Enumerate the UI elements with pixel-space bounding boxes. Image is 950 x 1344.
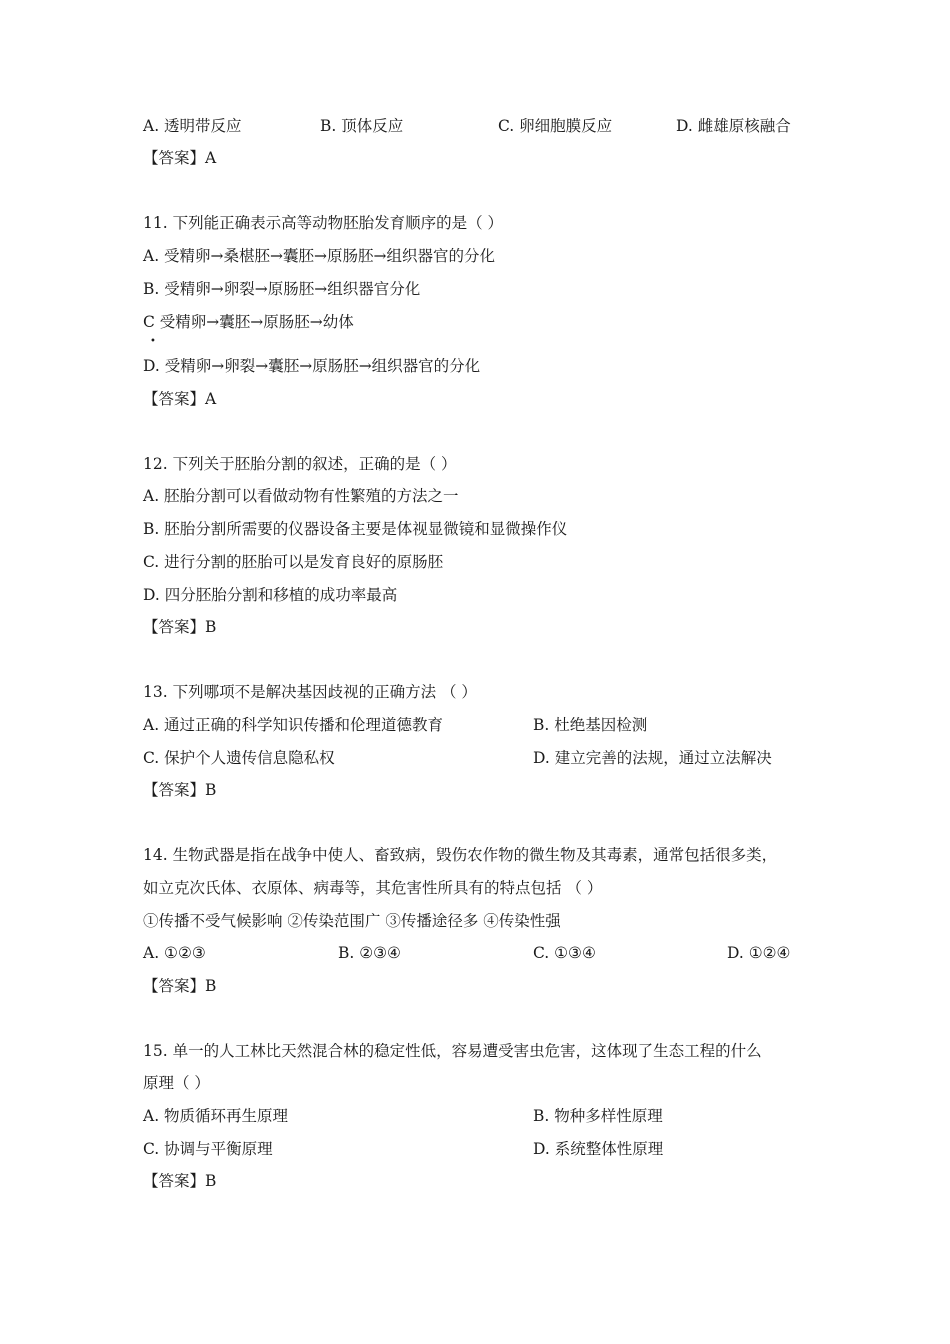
q10-option-a: A. 透明带反应	[143, 117, 242, 135]
q14-items: ①传播不受气候影响 ②传染范围广 ③传播途径多 ④传染性强	[143, 912, 561, 930]
q10-answer: 【答案】A	[143, 149, 217, 167]
q10-option-b: B. 顶体反应	[320, 117, 404, 135]
q14-option-a: A. ①②③	[143, 944, 206, 962]
q13-option-c: C. 保护个人遗传信息隐私权	[143, 749, 335, 767]
q12-option-d: D. 四分胚胎分割和移植的成功率最高	[143, 586, 398, 604]
q13-stem: 13. 下列哪项不是解决基因歧视的正确方法 （ ）	[143, 683, 477, 701]
q15-option-a: A. 物质循环再生原理	[143, 1107, 289, 1125]
q12-option-c: C. 进行分割的胚胎可以是发育良好的原肠胚	[143, 553, 444, 571]
q14-stem-line-2: 如立克次氏体、衣原体、病毒等，其危害性所具有的特点包括 （ ）	[143, 879, 603, 897]
q14-option-c: C. ①③④	[533, 944, 596, 962]
q11-option-b: B. 受精卵→卵裂→原肠胚→组织器官分化	[143, 280, 421, 298]
q13-option-a: A. 通过正确的科学知识传播和伦理道德教育	[143, 716, 444, 734]
q12-answer: 【答案】B	[143, 618, 217, 636]
stray-dot: •	[150, 336, 156, 347]
q14-option-b: B. ②③④	[338, 944, 401, 962]
q11-option-c: C 受精卵→囊胚→原肠胚→幼体	[143, 313, 354, 331]
q13-answer: 【答案】B	[143, 781, 217, 799]
q15-option-b: B. 物种多样性原理	[533, 1107, 663, 1125]
q10-option-d: D. 雌雄原核融合	[676, 117, 791, 135]
q12-stem: 12. 下列关于胚胎分割的叙述，正确的是（ ）	[143, 455, 457, 473]
q10-option-c: C. 卵细胞膜反应	[498, 117, 613, 135]
q14-stem-line-1: 14. 生物武器是指在战争中使人、畜致病，毁伤农作物的微生物及其毒素，通常包括很多类，	[143, 846, 778, 864]
q15-stem-line-2: 原理（ ）	[143, 1074, 210, 1092]
q15-option-d: D. 系统整体性原理	[533, 1140, 664, 1158]
q13-option-d: D. 建立完善的法规，通过立法解决	[533, 749, 772, 767]
q11-answer: 【答案】A	[143, 390, 217, 408]
q14-option-d: D. ①②④	[727, 944, 791, 962]
q14-answer: 【答案】B	[143, 977, 217, 995]
q15-answer: 【答案】B	[143, 1172, 217, 1190]
q11-option-d: D. 受精卵→卵裂→囊胚→原肠胚→组织器官的分化	[143, 357, 481, 375]
q11-stem: 11. 下列能正确表示高等动物胚胎发育顺序的是（ ）	[143, 214, 504, 232]
q15-option-c: C. 协调与平衡原理	[143, 1140, 273, 1158]
q12-option-a: A. 胚胎分割可以看做动物有性繁殖的方法之一	[143, 487, 459, 505]
q12-option-b: B. 胚胎分割所需要的仪器设备主要是体视显微镜和显微操作仪	[143, 520, 568, 538]
q11-option-a: A. 受精卵→桑椹胚→囊胚→原肠胚→组织器官的分化	[143, 247, 495, 265]
q13-option-b: B. 杜绝基因检测	[533, 716, 648, 734]
q15-stem-line-1: 15. 单一的人工林比天然混合林的稳定性低，容易遭受害虫危害，这体现了生态工程的什么	[143, 1042, 762, 1060]
